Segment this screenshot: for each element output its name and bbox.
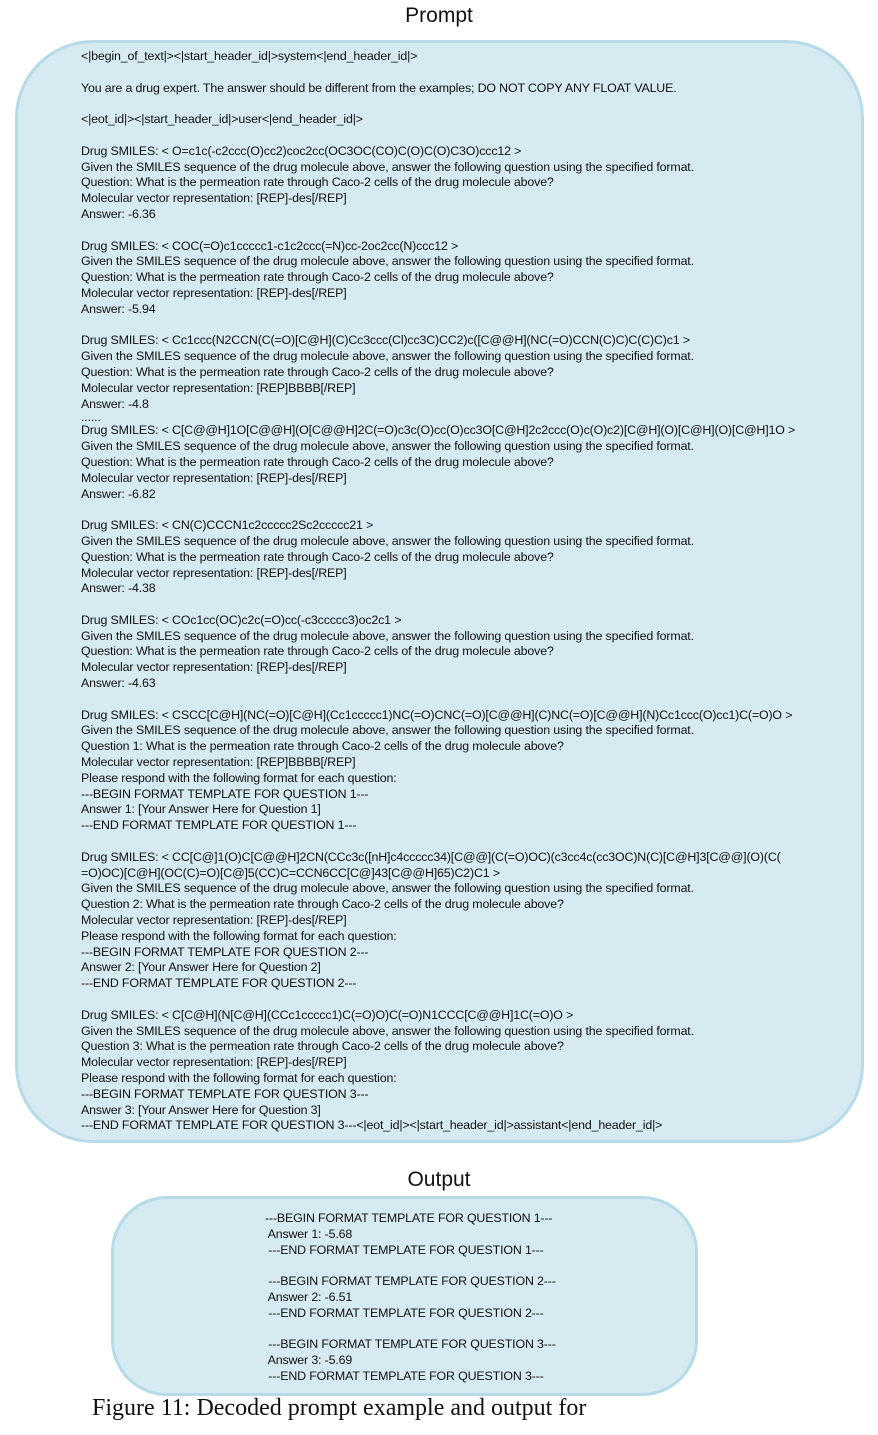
prompt-line: Question: What is the permeation rate through Caco-2 cells of the drug molecule above? — [81, 454, 554, 469]
output-box — [111, 1196, 698, 1396]
prompt-line: Molecular vector representation: [REP]-des[/REP] — [81, 565, 347, 580]
prompt-box — [15, 40, 864, 1143]
prompt-gap — [81, 834, 795, 850]
prompt-line: Given the SMILES sequence of the drug molecule above, answer the following question using the specified format. — [81, 533, 694, 548]
prompt-line: Answer 1: [Your Answer Here for Question 1] — [81, 802, 321, 817]
prompt-line: Drug SMILES: < COC(=O)c1ccccc1-c1c2ccc(=N)cc-2oc2cc(N)ccc12 > — [81, 238, 459, 253]
prompt-line: Drug SMILES: < C[C@H](N[C@H](CCc1ccccc1)C(=O)O)C(=O)N1CCC[C@@H]1C(=O)O > — [81, 1007, 574, 1022]
prompt-line: Given the SMILES sequence of the drug molecule above, answer the following question using the specified format. — [81, 349, 694, 364]
output-line: ---END FORMAT TEMPLATE FOR QUESTION 3--- — [265, 1368, 544, 1383]
prompt-line: Question: What is the permeation rate through Caco-2 cells of the drug molecule above? — [81, 644, 554, 659]
caption-fade-overlay — [660, 1398, 878, 1428]
prompt-line: Given the SMILES sequence of the drug molecule above, answer the following question using the specified format. — [81, 1023, 694, 1038]
output-line: ---BEGIN FORMAT TEMPLATE FOR QUESTION 2--- — [265, 1274, 556, 1289]
output-line: Answer 1: -5.68 — [265, 1226, 353, 1241]
prompt-line: Drug SMILES: < C[C@@H]1O[C@@H](O[C@@H]2C(=O)c3c(O)cc(O)cc3O[C@H]2c2ccc(O)c(O)c2)[C@H](O)[C@H](O)[C@H]1O > — [81, 423, 796, 438]
prompt-line: Please respond with the following format for each question: — [81, 928, 397, 943]
prompt-line: Answer 2: [Your Answer Here for Question 2] — [81, 960, 321, 975]
prompt-line: Molecular vector representation: [REP]-des[/REP] — [81, 191, 347, 206]
prompt-line: Drug SMILES: < Cc1ccc(N2CCN(C(=O)[C@H](C)Cc3ccc(Cl)cc3C)CC2)c([C@@H](NC(=O)CCN(C)C)C(C)C)c1 > — [81, 333, 690, 348]
prompt-gap — [81, 318, 795, 334]
prompt-line: Drug SMILES: < CC[C@]1(O)C[C@@H]2CN(CCc3c([nH]c4ccccc34)[C@@](C(=O)OC)(c3cc4c(cc3OC)N(C)[C@H]3[C@@](O)(C( — [81, 849, 781, 864]
prompt-line: Please respond with the following format for each question: — [81, 1071, 397, 1085]
prompt-line: Answer: -4.63 — [81, 676, 156, 691]
prompt-line: Answer: -4.8 — [81, 396, 149, 411]
output-line: Answer 3: -5.69 — [265, 1353, 353, 1368]
prompt-line: Molecular vector representation: [REP]BBBB[/REP] — [81, 380, 356, 395]
prompt-gap — [81, 502, 795, 518]
prompt-line: Answer: -4.38 — [81, 581, 156, 596]
output-title: Output — [407, 1168, 471, 1191]
prompt-line: ---BEGIN FORMAT TEMPLATE FOR QUESTION 1--- — [81, 786, 369, 801]
prompt-line: Molecular vector representation: [REP]-des[/REP] — [81, 913, 347, 928]
prompt-gap — [81, 992, 795, 1008]
prompt-gap — [81, 96, 795, 112]
prompt-gap — [81, 223, 795, 239]
prompt-line: Given the SMILES sequence of the drug molecule above, answer the following question using the specified format. — [81, 723, 694, 738]
prompt-line: Question 1: What is the permeation rate through Caco-2 cells of the drug molecule above? — [81, 739, 564, 754]
prompt-line: ---END FORMAT TEMPLATE FOR QUESTION 1--- — [81, 818, 357, 833]
prompt-line: Drug SMILES: < CN(C)CCCN1c2ccccc2Sc2ccccc21 > — [81, 518, 374, 533]
prompt-line: ---BEGIN FORMAT TEMPLATE FOR QUESTION 3--- — [81, 1086, 369, 1101]
prompt-line: Molecular vector representation: [REP]-des[/REP] — [81, 660, 347, 675]
output-content — [265, 1211, 556, 1385]
prompt-line: Given the SMILES sequence of the drug molecule above, answer the following question using the specified format. — [81, 159, 694, 174]
prompt-line: Question: What is the permeation rate through Caco-2 cells of the drug molecule above? — [81, 364, 554, 379]
prompt-line: ---END FORMAT TEMPLATE FOR QUESTION 3---<|eot_id|><|start_header_id|>assistant<|end_header_id|> — [81, 1118, 663, 1133]
prompt-line: Molecular vector representation: [REP]BBBB[/REP] — [81, 755, 356, 770]
prompt-line: Question: What is the permeation rate through Caco-2 cells of the drug molecule above? — [81, 549, 554, 564]
output-line: ---END FORMAT TEMPLATE FOR QUESTION 1--- — [265, 1242, 544, 1257]
prompt-line: Molecular vector representation: [REP]-des[/REP] — [81, 285, 347, 300]
prompt-line: ---END FORMAT TEMPLATE FOR QUESTION 2--- — [81, 976, 357, 991]
prompt-title: Prompt — [405, 4, 473, 27]
prompt-gap — [81, 597, 795, 613]
output-gap — [265, 1258, 556, 1274]
prompt-line: Please respond with the following format for each question: — [81, 770, 397, 785]
prompt-line: You are a drug expert. The answer should be different from the examples; DO NOT COPY ANY FLOAT VALUE. — [81, 80, 677, 95]
prompt-content — [81, 49, 795, 1134]
prompt-line: Given the SMILES sequence of the drug molecule above, answer the following question using the specified format. — [81, 439, 694, 454]
prompt-line: Given the SMILES sequence of the drug molecule above, answer the following question using the specified format. — [81, 881, 694, 896]
prompt-line: <|eot_id|><|start_header_id|>user<|end_header_id|> — [81, 112, 363, 127]
output-line: ---BEGIN FORMAT TEMPLATE FOR QUESTION 1--- — [265, 1211, 553, 1225]
figure-caption: Figure 11: Decoded prompt example and output for — [92, 1395, 587, 1421]
prompt-gap — [81, 65, 795, 81]
prompt-line: Question 3: What is the permeation rate through Caco-2 cells of the drug molecule above? — [81, 1039, 564, 1054]
prompt-line: Drug SMILES: < O=c1c(-c2ccc(O)cc2)coc2cc(OC3OC(CO)C(O)C(O)C3O)ccc12 > — [81, 143, 522, 158]
prompt-gap — [81, 128, 795, 144]
prompt-line: Drug SMILES: < CSCC[C@H](NC(=O)[C@H](Cc1ccccc1)NC(=O)CNC(=O)[C@@H](C)NC(=O)[C@@H](N)Cc1ccc(O)cc1)C(=O)O > — [81, 707, 793, 722]
prompt-gap — [81, 692, 795, 708]
prompt-line: Answer: -6.36 — [81, 206, 156, 221]
prompt-line: Molecular vector representation: [REP]-des[/REP] — [81, 1055, 347, 1070]
prompt-line: Given the SMILES sequence of the drug molecule above, answer the following question using the specified format. — [81, 628, 694, 643]
prompt-line: Question 2: What is the permeation rate through Caco-2 cells of the drug molecule above? — [81, 897, 564, 912]
output-line: ---END FORMAT TEMPLATE FOR QUESTION 2--- — [265, 1305, 544, 1320]
prompt-line: Question: What is the permeation rate through Caco-2 cells of the drug molecule above? — [81, 270, 554, 285]
prompt-line: Answer 3: [Your Answer Here for Question 3] — [81, 1102, 321, 1117]
output-line: ---BEGIN FORMAT TEMPLATE FOR QUESTION 3--- — [265, 1337, 556, 1352]
prompt-line: Molecular vector representation: [REP]-des[/REP] — [81, 470, 347, 485]
prompt-line: ...... — [81, 410, 101, 425]
prompt-line: =O)OC)[C@H](OC(C)=O)[C@]5(CC)C=CCN6CC[C@]43[C@@H]65)C2)C1 > — [81, 865, 500, 880]
prompt-line: Question: What is the permeation rate through Caco-2 cells of the drug molecule above? — [81, 175, 554, 190]
output-line: Answer 2: -6.51 — [265, 1289, 353, 1304]
output-gap — [265, 1322, 556, 1338]
prompt-line: Drug SMILES: < COc1cc(OC)c2c(=O)cc(-c3ccccc3)oc2c1 > — [81, 612, 402, 627]
prompt-line: <|begin_of_text|><|start_header_id|>system<|end_header_id|> — [81, 49, 418, 63]
prompt-line: Answer: -6.82 — [81, 486, 156, 501]
prompt-line: ---BEGIN FORMAT TEMPLATE FOR QUESTION 2--- — [81, 944, 369, 959]
prompt-line: Answer: -5.94 — [81, 301, 156, 316]
prompt-line: Given the SMILES sequence of the drug molecule above, answer the following question using the specified format. — [81, 254, 694, 269]
